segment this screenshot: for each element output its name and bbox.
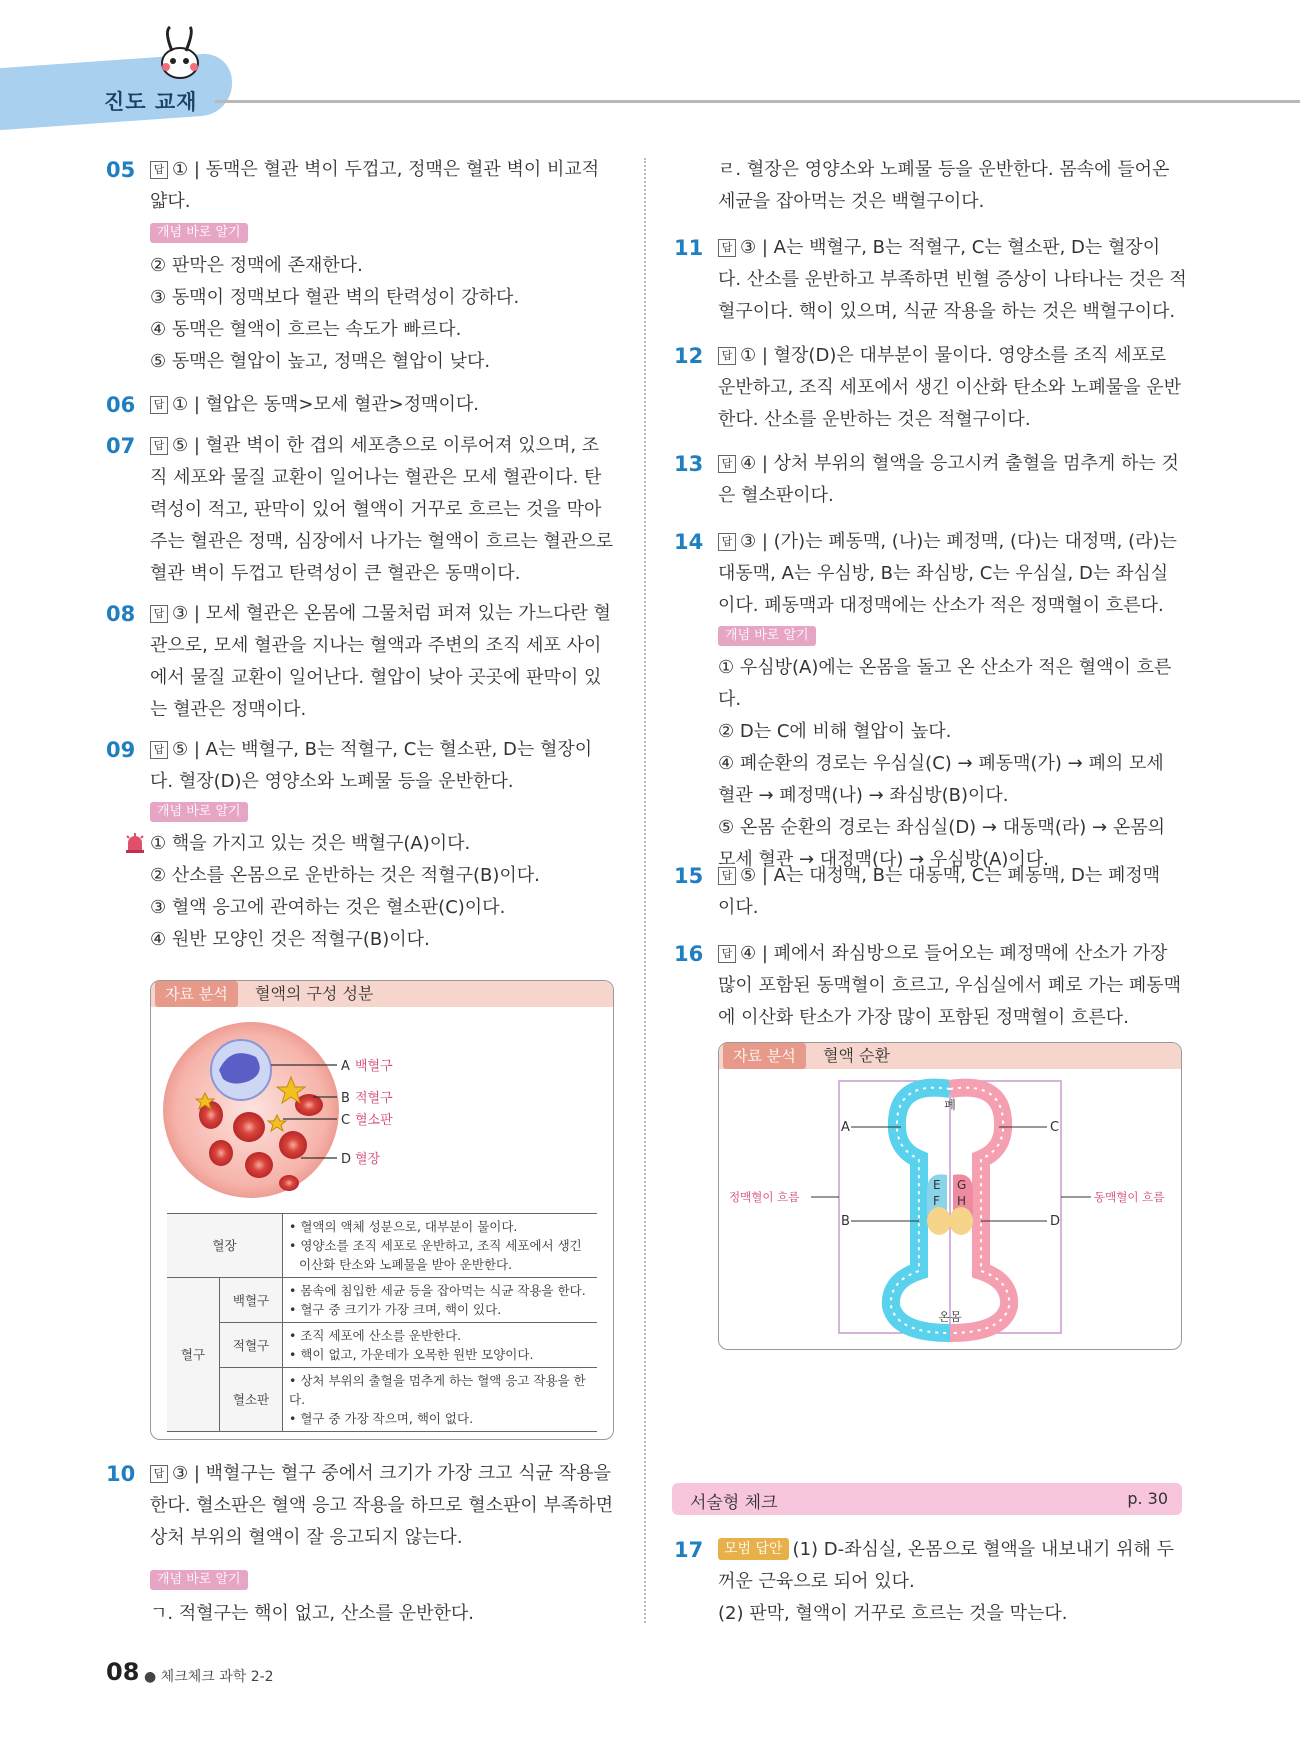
- label-h: H: [957, 1194, 967, 1208]
- concept-points-09: ① 핵을 가지고 있는 것은 백혈구(A)이다. ② 산소를 온몸으로 운반하는 것은 적혈구(B)이다. ③ 혈액 응고에 관여하는 것은 혈소판(C)이다. ④ 원반 모양인 것은 적혈구(B)이다.: [150, 833, 540, 950]
- answer-icon: 답: [150, 437, 168, 455]
- cell-rbc: 적혈구: [220, 1323, 283, 1368]
- cell-platelet-desc: • 상처 부위의 출혈을 멈추게 하는 혈액 응고 작용을 한다. • 혈구 중 가장 작으며, 핵이 없다.: [283, 1368, 598, 1432]
- answer-14: 답 ③ | (가)는 폐동맥, (나)는 폐정맥, (다)는 대정맥, (라)는 대동맥, A는 우심방, B는 좌심방, C는 우심실, D는 좌심실 이다. 폐동맥과 대정맥에는 산소가 적은 정맥혈이 흐른다.: [718, 531, 1177, 616]
- label-a-name: 백혈구: [355, 1059, 393, 1074]
- label-d: D: [1050, 1214, 1061, 1229]
- answer-15: 답 ⑤ | A는 대정맥, B는 대동맥, C는 폐동맥, D는 폐정맥 이다.: [718, 865, 1161, 918]
- label-e: E: [933, 1178, 941, 1192]
- mascot-icon: [150, 25, 210, 85]
- answer-icon: 답: [718, 867, 736, 885]
- blood-cell-illustration: [161, 1015, 601, 1205]
- cell-plasma: 혈장: [167, 1214, 283, 1278]
- answer-icon: 답: [718, 533, 736, 551]
- concept-badge: 개념 바로 알기: [718, 626, 816, 646]
- label-g: G: [957, 1178, 967, 1192]
- answer-icon: 답: [150, 1465, 168, 1483]
- answer-12: 답 ① | 혈장(D)은 대부분이 물이다. 영양소를 조직 세포로 운반하고, 조직 세포에서 생긴 이산화 탄소와 노폐물을 운반 한다. 산소를 운반하는 것은 적혈구이다.: [718, 345, 1182, 430]
- concept-points-10: ㄱ. 적혈구는 핵이 없고, 산소를 운반한다.: [150, 1603, 474, 1624]
- label-d-name: 혈장: [355, 1152, 381, 1167]
- label-d: D: [341, 1152, 352, 1167]
- header-title: 진도 교재: [104, 90, 198, 114]
- answer-icon: 답: [150, 741, 168, 759]
- cell-platelet: 혈소판: [220, 1368, 283, 1432]
- answer-13: 답 ④ | 상처 부위의 혈액을 응고시켜 출혈을 멈추게 하는 것 은 혈소판이다.: [718, 453, 1179, 506]
- circulation-diagram: [719, 1071, 1181, 1347]
- cell-blood-cells: 혈구: [167, 1278, 220, 1432]
- column-divider: [644, 158, 646, 1623]
- answer-11: 답 ③ | A는 백혈구, B는 적혈구, C는 혈소판, D는 혈장이 다. 산소를 운반하고 부족하면 빈혈 증상이 나타나는 것은 적 혈구이다. 핵이 있으며, 식균 작용을 하는 것은 백혈구이다.: [718, 237, 1187, 322]
- header-divider: [215, 100, 1300, 103]
- answer-choice: ①: [172, 159, 189, 180]
- cell-rbc-desc: • 조직 세포에 산소를 운반한다. • 핵이 없고, 가운데가 오목한 원반 모양이다.: [283, 1323, 598, 1368]
- answer-icon: 답: [150, 396, 168, 414]
- data-analysis-box-circulation: [718, 1042, 1182, 1350]
- answer-06: 답 ① | 혈압은 동맥>모세 혈관>정맥이다.: [150, 389, 620, 421]
- question-number: 16: [674, 942, 704, 966]
- answer-icon: 답: [718, 945, 736, 963]
- label-f: F: [933, 1194, 940, 1208]
- concept-points-05: ② 판막은 정맥에 존재한다. ③ 동맥이 정맥보다 혈관 벽의 탄력성이 강하다. ④ 동맥은 혈액이 흐르는 속도가 빠르다. ⑤ 동맥은 혈압이 높고, 정맥은 혈압이 낮다.: [150, 255, 520, 372]
- label-arterial: 동맥혈이 흐름: [1094, 1190, 1165, 1204]
- question-number: 17: [674, 1538, 704, 1562]
- label-b: B: [841, 1214, 850, 1229]
- label-b-name: 적혈구: [355, 1091, 393, 1106]
- question-number: 11: [674, 236, 704, 260]
- cell-wbc: 백혈구: [220, 1278, 283, 1323]
- label-c-name: 혈소판: [355, 1113, 393, 1128]
- answer-17: 모범 답안 (1) D-좌심실, 온몸으로 혈액을 내보내기 위해 두 꺼운 근육으로 되어 있다. (2) 판막, 혈액이 거꾸로 흐르는 것을 막는다.: [718, 1539, 1175, 1624]
- data-analysis-title: 혈액의 구성 성분: [255, 984, 374, 1003]
- data-analysis-box-blood: [150, 980, 614, 1440]
- concept-badge: 개념 바로 알기: [150, 223, 248, 243]
- answer-05: 답 ① | 동맥은 혈관 벽이 두껍고, 정맥은 혈관 벽이 비교적 얇다.: [150, 159, 600, 212]
- question-number: 05: [106, 158, 136, 182]
- label-venous: 정맥혈이 흐름: [729, 1190, 800, 1204]
- question-number: 08: [106, 602, 136, 626]
- answer-icon: 답: [718, 455, 736, 473]
- question-number: 06: [106, 393, 136, 417]
- answer-16: 답 ④ | 폐에서 좌심방으로 들어오는 폐정맥에 산소가 가장 많이 포함된 동맥혈이 흐르고, 우심실에서 폐로 가는 폐동맥 에 이산화 탄소가 가장 많이 포함된 정맥혈이 흐른다.: [718, 943, 1182, 1028]
- question-number: 10: [106, 1462, 136, 1486]
- alarm-icon: [124, 832, 146, 854]
- blood-components-table: [167, 1213, 597, 1432]
- answer-10-continued: ㄹ. 혈장은 영양소와 노폐물 등을 운반한다. 몸속에 들어온 세균을 잡아먹는 것은 백혈구이다.: [718, 159, 1170, 212]
- question-number: 09: [106, 738, 136, 762]
- data-analysis-tag: 자료 분석: [155, 981, 238, 1007]
- essay-check-page: p. 30: [1127, 1489, 1168, 1508]
- data-analysis-title: 혈액 순환: [823, 1046, 890, 1065]
- label-c: C: [341, 1113, 351, 1128]
- answer-09: 답 ⑤ | A는 백혈구, B는 적혈구, C는 혈소판, D는 혈장이 다. 혈장(D)은 영양소와 노폐물 등을 운반한다.: [150, 739, 593, 792]
- question-number: 13: [674, 452, 704, 476]
- answer-07: 답 ⑤ | 혈관 벽이 한 겹의 세포층으로 이루어져 있으며, 조 직 세포와 물질 교환이 일어나는 혈관은 모세 혈관이다. 탄 력성이 적고, 판막이 있어 혈액이 거꾸로 흐르는 것을 막아 주는 혈관은 정맥, 심장에서 나가는 혈액이 흐르는 혈관으로 혈관 벽이 두껍고 탄력성이 큰 혈관은 동맥이다.: [150, 435, 614, 584]
- question-number: 15: [674, 864, 704, 888]
- concept-badge: 개념 바로 알기: [150, 802, 248, 822]
- concept-points-14: ① 우심방(A)에는 온몸을 돌고 온 산소가 적은 혈액이 흐른다. ② D는 C에 비해 혈압이 높다. ④ 폐순환의 경로는 우심실(C) → 폐동맥(가) → 폐의 모세 혈관 → 폐정맥(나) → 좌심방(B)이다. ⑤ 온몸 순환의 경로는 좌심실(D) → 대동맥(라) → 온몸의 모세 혈관 → 대정맥(다) → 우심방(A)이다.: [718, 657, 1172, 870]
- question-number: 14: [674, 530, 704, 554]
- label-a: A: [341, 1059, 350, 1074]
- essay-check-header: [672, 1483, 1182, 1515]
- cell-plasma-desc: • 혈액의 액체 성분으로, 대부분이 물이다. • 영양소를 조직 세포로 운반하고, 조직 세포에서 생긴 이산화 탄소와 노폐물을 받아 운반한다.: [283, 1214, 598, 1278]
- answer-icon: 답: [718, 347, 736, 365]
- essay-check-title: 서술형 체크: [690, 1493, 778, 1513]
- cell-wbc-desc: • 몸속에 침입한 세균 등을 잡아먹는 식균 작용을 한다. • 혈구 중 크기가 가장 크며, 핵이 있다.: [283, 1278, 598, 1323]
- answer-08: 답 ③ | 모세 혈관은 온몸에 그물처럼 퍼져 있는 가느다란 혈 관으로, 모세 혈관을 지나는 혈액과 주변의 조직 세포 사이 에서 물질 교환이 일어난다. 혈압이 낮아 곳곳에 판막이 있 는 혈관은 정맥이다.: [150, 603, 611, 720]
- concept-badge: 개념 바로 알기: [150, 1570, 248, 1590]
- footer-book-title: ● 체크체크 과학 2-2: [144, 1669, 274, 1685]
- answer-10: 답 ③ | 백혈구는 혈구 중에서 크기가 가장 크고 식균 작용을 한다. 혈소판은 혈액 응고 작용을 하므로 혈소판이 부족하면 상처 부위의 혈액이 잘 응고되지 않는다.: [150, 1463, 614, 1548]
- answer-icon: 답: [718, 239, 736, 257]
- label-lung: 폐: [944, 1098, 956, 1112]
- label-a: A: [841, 1120, 850, 1135]
- data-analysis-tag: 자료 분석: [723, 1043, 806, 1069]
- page-number: 08: [106, 1658, 140, 1686]
- label-body: 온몸: [938, 1310, 962, 1324]
- answer-icon: 답: [150, 605, 168, 623]
- question-number: 12: [674, 344, 704, 368]
- question-number: 07: [106, 434, 136, 458]
- answer-icon: 답: [150, 161, 168, 179]
- label-c: C: [1050, 1120, 1060, 1135]
- model-answer-badge: 모범 답안: [718, 1538, 789, 1560]
- label-b: B: [341, 1091, 350, 1106]
